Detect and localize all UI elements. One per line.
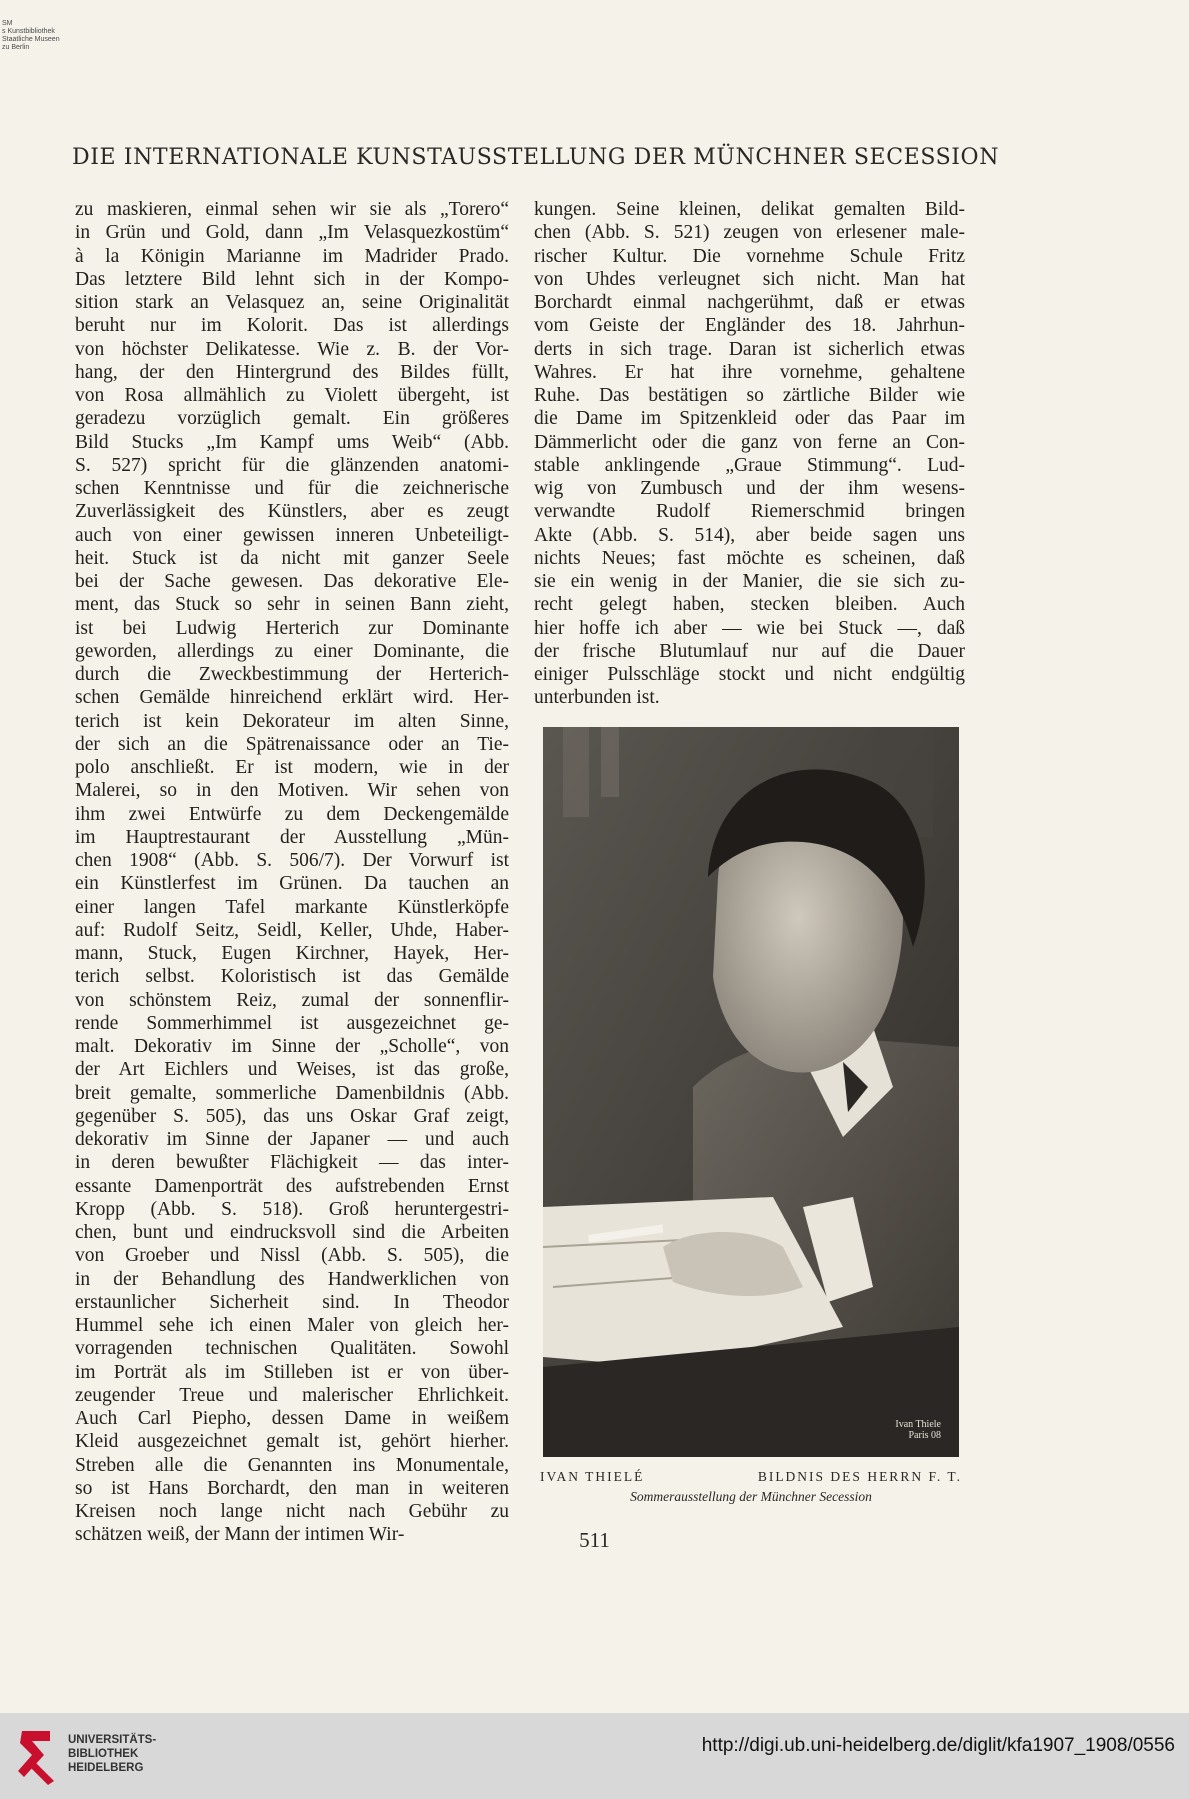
library-name bbox=[68, 1733, 156, 1775]
signature-name: Ivan Thiele bbox=[895, 1419, 941, 1430]
text-line: sition stark an Velasquez an, seine Originalität bbox=[75, 292, 509, 313]
text-line: Das letztere Bild lehnt sich in der Kompo- bbox=[75, 268, 509, 290]
text-line: S. 527) spricht für die glänzenden anatomi- bbox=[75, 454, 509, 476]
library-line: UNIVERSITÄTS- bbox=[68, 1734, 157, 1746]
text-line: essante Damenporträt des aufstrebenden Ernst bbox=[75, 1175, 509, 1197]
text-line: unterbunden ist. bbox=[534, 687, 660, 709]
text-line: geradezu vorzüglich gemalt. Ein größeres bbox=[75, 408, 509, 430]
text-line: chen 1908“ (Abb. S. 506/7). Der Vorwurf ist bbox=[75, 850, 509, 871]
caption-source: Sommerausstellung der Münchner Secession bbox=[630, 1489, 872, 1504]
text-line: vom Geiste der Engländer des 18. Jahrhun- bbox=[534, 315, 965, 337]
text-line: durch die Zweckbestimmung der Herterich- bbox=[75, 664, 509, 685]
text-line: Auch Carl Piepho, dessen Dame in weißem bbox=[75, 1408, 509, 1429]
text-line: kungen. Seine kleinen, delikat gemalten Bild- bbox=[534, 199, 965, 220]
stamp-line: s Kunstbibliothek bbox=[2, 28, 55, 35]
text-line: einiger Pulsschläge stockt und nicht endgültig bbox=[534, 664, 965, 685]
text-line: der sich an die Spätrenaissance oder an Tie- bbox=[75, 733, 509, 755]
library-line: BIBLIOTHEK bbox=[68, 1748, 139, 1760]
text-line: im Hauptrestaurant der Ausstellung „Mün- bbox=[75, 826, 509, 848]
text-line: schätzen weiß, der Mann der intimen Wir- bbox=[75, 1524, 405, 1546]
text-line: bei der Sache gewesen. Das dekorative Ele- bbox=[75, 571, 509, 592]
portrait-painting bbox=[543, 727, 959, 1457]
text-line: in Grün und Gold, dann „Im Velasquezkostüm“ bbox=[75, 222, 509, 244]
library-line: HEIDELBERG bbox=[68, 1762, 144, 1774]
text-line: ihm zwei Entwürfe zu dem Deckengemälde bbox=[75, 803, 509, 825]
text-line: chen, bunt und eindrucksvoll sind die Arbeiten bbox=[75, 1222, 509, 1243]
text-line: von schönstem Reiz, zumal der sonnenflir- bbox=[75, 989, 509, 1011]
text-line: mann, Stuck, Eugen Kirchner, Hayek, Her- bbox=[75, 943, 509, 964]
text-line: ist bei Ludwig Herterich zur Dominante bbox=[75, 617, 509, 639]
text-line: zeugender Treue und malerischer Ehrlichkeit. bbox=[75, 1384, 509, 1406]
caption-artist: IVAN THIELÉ bbox=[540, 1469, 645, 1484]
stamp-line: SM bbox=[2, 20, 13, 27]
page-number: 511 bbox=[579, 1528, 610, 1552]
signature-place: Paris 08 bbox=[908, 1430, 941, 1441]
text-line: rischer Kultur. Die vornehme Schule Fritz bbox=[534, 245, 965, 267]
text-line: von höchster Delikatesse. Wie z. B. der Vor- bbox=[75, 338, 509, 360]
text-line: Bild Stucks „Im Kampf ums Weib“ (Abb. bbox=[75, 431, 509, 453]
text-line: wig von Zumbusch und der ihm wesens- bbox=[534, 478, 965, 499]
text-line: malt. Dekorativ im Sinne der „Scholle“, von bbox=[75, 1036, 509, 1057]
caption-title: BILDNIS DES HERRN F. T. bbox=[757, 1469, 962, 1484]
text-line: Streben alle die Genannten ins Monumentale, bbox=[75, 1454, 509, 1476]
text-line: Borchardt einmal nachgerühmt, daß er etwas bbox=[534, 292, 965, 313]
text-line: hang, der den Hintergrund des Bildes füllt, bbox=[75, 361, 509, 383]
text-line: Akte (Abb. S. 514), aber beide sagen uns bbox=[534, 524, 965, 546]
body-column-right bbox=[534, 198, 965, 710]
stamp-line: Staatliche Museen bbox=[2, 36, 60, 43]
text-line: à la Königin Marianne im Madrider Prado. bbox=[75, 245, 509, 267]
text-line: schen Kenntnisse und für die zeichnerische bbox=[75, 478, 509, 499]
text-line: verwandte Rudolf Riemerschmid bringen bbox=[534, 501, 965, 523]
digitization-footer bbox=[0, 1713, 1189, 1799]
text-line: einer langen Tafel markante Künstlerköpfe bbox=[75, 896, 509, 918]
source-url-link[interactable]: http://digi.ub.uni-heidelberg.de/diglit/kfa1907_1908/0556 bbox=[701, 1735, 1175, 1756]
text-line: schen Gemälde hinreichend erklärt wird. Her- bbox=[75, 687, 509, 709]
text-line: ein Künstlerfest im Grünen. Da tauchen an bbox=[75, 873, 509, 895]
university-library-logo-icon bbox=[14, 1725, 60, 1787]
text-line: erstaunlicher Sicherheit sind. In Theodor bbox=[75, 1291, 509, 1313]
text-line: geworden, allerdings zu einer Dominante, die bbox=[75, 640, 509, 662]
text-line: dekorativ im Sinne der Japaner — und auch bbox=[75, 1129, 509, 1150]
figure-caption bbox=[540, 1469, 962, 1485]
text-line: sie ein wenig in der Manier, die sie sich zu- bbox=[534, 571, 965, 592]
text-line: in der Behandlung des Handwerklichen von bbox=[75, 1268, 509, 1290]
text-line: im Porträt als im Stilleben ist er von über- bbox=[75, 1361, 509, 1383]
text-line: Kleid ausgezeichnet gemalt ist, gehört hierher. bbox=[75, 1431, 509, 1453]
text-line: beruht nur im Kolorit. Das ist allerdings bbox=[75, 315, 509, 337]
text-line: stable anklingende „Graue Stimmung“. Lud- bbox=[534, 454, 965, 476]
text-line: breit gemalte, sommerliche Damenbildnis (Abb. bbox=[75, 1082, 509, 1104]
text-line: chen (Abb. S. 521) zeugen von erlesener male- bbox=[534, 222, 965, 244]
text-line: von Uhdes verleugnet sich nicht. Man hat bbox=[534, 268, 965, 290]
text-line: Zuverlässigkeit des Künstlers, aber es zeugt bbox=[75, 501, 509, 523]
library-stamp bbox=[2, 20, 60, 52]
text-line: Malerei, so in den Motiven. Wir sehen von bbox=[75, 780, 509, 802]
text-line: von Groeber und Nissl (Abb. S. 505), die bbox=[75, 1245, 509, 1267]
text-line: gegenüber S. 505), das uns Oskar Graf zeigt, bbox=[75, 1105, 509, 1127]
text-line: Kropp (Abb. S. 518). Groß heruntergestri- bbox=[75, 1198, 509, 1220]
text-line: nichts Neues; fast möchte es scheinen, daß bbox=[534, 547, 965, 569]
text-line: polo anschließt. Er ist modern, wie in der bbox=[75, 757, 509, 778]
text-line: vorragenden technischen Qualitäten. Sowohl bbox=[75, 1338, 509, 1360]
portrait-illustration bbox=[543, 727, 959, 1457]
text-line: Hummel sehe ich einen Maler von gleich her- bbox=[75, 1315, 509, 1336]
stamp-line: zu Berlin bbox=[2, 44, 30, 51]
text-line: Wahres. Er hat ihre vornehme, gehaltene bbox=[534, 361, 965, 383]
body-column-left bbox=[75, 198, 509, 1547]
text-line: auf: Rudolf Seitz, Seidl, Keller, Uhde, Haber- bbox=[75, 919, 509, 941]
text-line: terich ist kein Dekorateur im alten Sinne, bbox=[75, 710, 509, 732]
text-line: Ruhe. Das bestätigen so zärtliche Bilder wie bbox=[534, 385, 965, 406]
text-line: heit. Stuck ist da nicht mit ganzer Seele bbox=[75, 547, 509, 569]
text-line: zu maskieren, einmal sehen wir sie als „Torero“ bbox=[75, 199, 509, 220]
text-line: ment, das Stuck so sehr in seinen Bann zieht, bbox=[75, 594, 509, 616]
text-line: auch von einer gewissen inneren Unbeteiligt- bbox=[75, 524, 509, 546]
text-line: der frische Blutumlauf nur auf die Dauer bbox=[534, 640, 965, 662]
text-line: die Dame im Spitzenkleid oder das Paar im bbox=[534, 408, 965, 430]
text-line: terich selbst. Koloristisch ist das Gemälde bbox=[75, 966, 509, 988]
text-line: rende Sommerhimmel ist ausgezeichnet ge- bbox=[75, 1012, 509, 1034]
text-line: derts in sich trage. Daran ist sicherlich etwas bbox=[534, 338, 965, 360]
text-line: von Rosa allmählich zu Violett übergeht, ist bbox=[75, 385, 509, 406]
text-line: hier hoffe ich aber — wie bei Stuck —, daß bbox=[534, 617, 965, 639]
text-line: der Art Eichlers und Weises, ist das große, bbox=[75, 1059, 509, 1081]
text-line: in deren bewußter Flächigkeit — das inter- bbox=[75, 1152, 509, 1174]
text-line: Kreisen noch lange nicht nach Gebühr zu bbox=[75, 1501, 509, 1522]
text-line: recht gelegt haben, stecken bleiben. Auch bbox=[534, 594, 965, 616]
painter-signature bbox=[895, 1419, 941, 1441]
running-header: DIE INTERNATIONALE KUNSTAUSSTELLUNG DER MÜNCHNER SECESSION bbox=[72, 145, 1000, 170]
text-line: Dämmerlicht oder die ganz von ferne an Con- bbox=[534, 431, 965, 453]
text-line: so ist Hans Borchardt, den man in weiteren bbox=[75, 1477, 509, 1499]
